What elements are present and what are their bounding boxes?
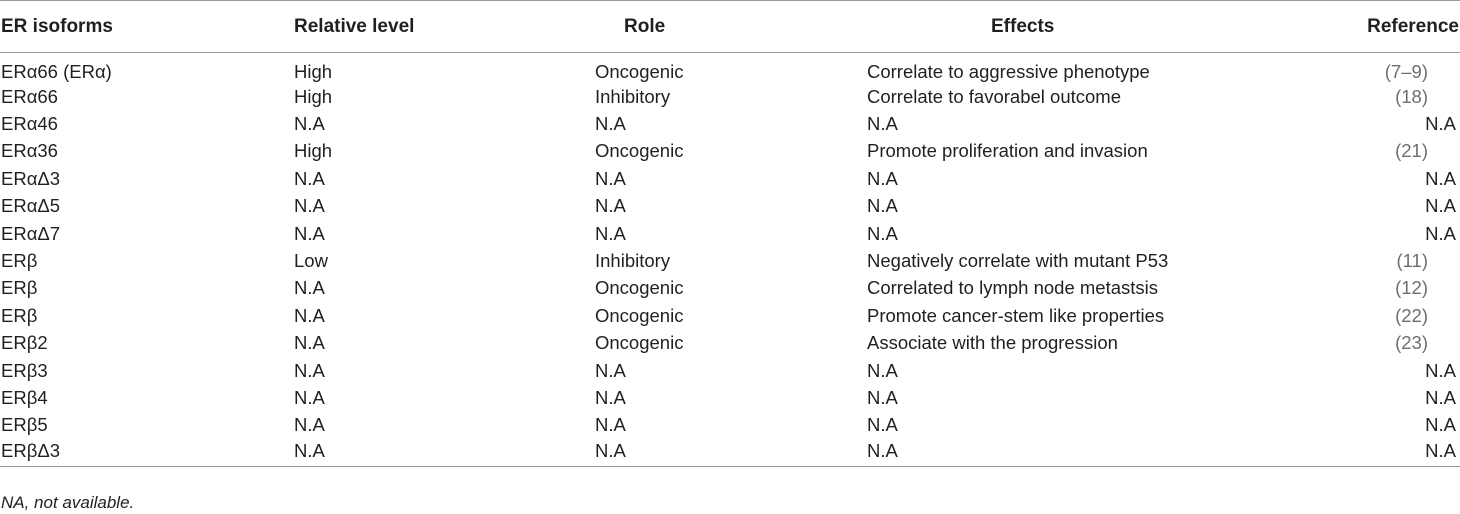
- reference-cell: N.A: [1425, 222, 1456, 244]
- relative-level-cell: N.A: [294, 386, 325, 408]
- role-cell: Oncogenic: [595, 332, 684, 354]
- reference-link[interactable]: (7–9): [1384, 61, 1428, 82]
- table-row: [0, 384, 1460, 411]
- table-row: [0, 357, 1460, 384]
- effects-cell: Promote proliferation and invasion: [867, 140, 1148, 162]
- table-header: [0, 1, 1460, 53]
- table-row: [0, 110, 1460, 137]
- reference-cell: N.A: [1425, 386, 1456, 408]
- effects-cell: N.A: [867, 439, 1260, 466]
- role-cell: N.A: [595, 386, 626, 408]
- relative-level-cell: N.A: [294, 304, 325, 326]
- isoform-cell: ERαΔ5: [1, 195, 61, 217]
- reference-cell: N.A: [1425, 113, 1456, 135]
- relative-level-cell: N.A: [294, 439, 595, 466]
- reference-link[interactable]: (11): [1396, 250, 1428, 272]
- table-row: [0, 53, 1460, 84]
- role-cell: Inhibitory: [595, 85, 671, 107]
- table-footnote: NA, not available.: [1, 493, 135, 512]
- effects-cell: Correlate to aggressive phenotype: [867, 61, 1150, 82]
- reference-link[interactable]: (12): [1395, 277, 1428, 299]
- reference-cell: [1260, 83, 1460, 110]
- role-cell: N.A: [595, 167, 626, 189]
- table-row: [0, 247, 1460, 274]
- role-cell: Oncogenic: [595, 304, 684, 326]
- header-role: Role: [595, 1, 867, 53]
- role-cell: Oncogenic: [595, 61, 684, 82]
- reference-cell: [1260, 138, 1460, 165]
- relative-level-cell: N.A: [294, 359, 325, 381]
- isoform-cell: ERαΔ7: [1, 222, 61, 244]
- table-row: [0, 138, 1460, 165]
- isoform-cell: ERαΔ3: [1, 167, 61, 189]
- effects-cell: Correlated to lymph node metastsis: [867, 277, 1158, 299]
- isoform-cell: ERβ5: [1, 414, 48, 436]
- role-cell: N.A: [595, 195, 626, 217]
- role-cell: N.A: [595, 222, 626, 244]
- reference-cell: [1260, 247, 1460, 274]
- reference-cell: [1260, 275, 1460, 302]
- effects-cell: N.A: [867, 359, 898, 381]
- effects-cell: N.A: [867, 386, 898, 408]
- effects-cell: Promote cancer-stem like properties: [867, 304, 1165, 326]
- reference-cell: [1260, 330, 1460, 357]
- relative-level-cell: Low: [294, 250, 328, 272]
- reference-cell: N.A: [1260, 439, 1460, 466]
- reference-link[interactable]: (23): [1395, 332, 1428, 354]
- relative-level-cell: N.A: [294, 414, 325, 436]
- reference-cell: N.A: [1425, 167, 1456, 189]
- header-relative-level: Relative level: [294, 1, 595, 53]
- relative-level-cell: High: [294, 140, 333, 162]
- table-row: [0, 275, 1460, 302]
- relative-level-cell: N.A: [294, 332, 325, 354]
- role-cell: N.A: [595, 359, 626, 381]
- role-cell: Oncogenic: [595, 140, 684, 162]
- relative-level-cell: N.A: [294, 222, 325, 244]
- isoform-cell: ERα66: [1, 85, 58, 107]
- effects-cell: N.A: [867, 113, 898, 135]
- table-row: [0, 165, 1460, 192]
- relative-level-cell: N.A: [294, 195, 325, 217]
- role-cell: Inhibitory: [595, 250, 671, 272]
- role-cell: N.A: [595, 113, 626, 135]
- table-body: [0, 53, 1460, 467]
- relative-level-cell: N.A: [294, 167, 325, 189]
- relative-level-cell: High: [294, 61, 333, 82]
- header-effects: Effects: [867, 1, 1260, 53]
- table-row: [0, 412, 1460, 439]
- reference-cell: N.A: [1425, 195, 1456, 217]
- isoform-cell: ERβ: [1, 277, 38, 299]
- isoform-cell: ERβ4: [1, 386, 48, 408]
- table-row: [0, 193, 1460, 220]
- isoform-cell: ERα66 (ERα): [1, 61, 112, 82]
- reference-cell: [1260, 302, 1460, 329]
- isoform-cell: ERα46: [1, 113, 58, 135]
- reference-cell: [1260, 53, 1460, 84]
- header-reference: Reference: [1260, 1, 1460, 53]
- isoform-cell: ERβΔ3: [0, 439, 294, 466]
- header-er-isoforms: ER isoforms: [0, 1, 294, 53]
- effects-cell: N.A: [867, 195, 898, 217]
- effects-cell: Negatively correlate with mutant P53: [867, 250, 1169, 272]
- effects-cell: N.A: [867, 167, 898, 189]
- relative-level-cell: N.A: [294, 113, 325, 135]
- effects-cell: Associate with the progression: [867, 332, 1118, 354]
- table-row: [0, 302, 1460, 329]
- reference-link[interactable]: (21): [1395, 140, 1428, 162]
- reference-link[interactable]: (22): [1395, 304, 1428, 326]
- role-cell: Oncogenic: [595, 277, 684, 299]
- isoform-cell: ERβ3: [1, 359, 48, 381]
- reference-link[interactable]: (18): [1395, 85, 1428, 107]
- header-row: [0, 1, 1460, 53]
- table-row: [0, 83, 1460, 110]
- effects-cell: N.A: [867, 414, 898, 436]
- reference-cell: N.A: [1425, 359, 1456, 381]
- reference-cell: N.A: [1425, 414, 1456, 436]
- effects-cell: N.A: [867, 222, 898, 244]
- isoform-cell: ERβ: [1, 304, 38, 326]
- table-row: [0, 330, 1460, 357]
- relative-level-cell: N.A: [294, 277, 325, 299]
- role-cell: N.A: [595, 414, 626, 436]
- effects-cell: Correlate to favorabel outcome: [867, 85, 1121, 107]
- isoform-cell: ERβ2: [1, 332, 48, 354]
- isoform-cell: ERβ: [1, 250, 38, 272]
- table-row: [0, 439, 1460, 466]
- relative-level-cell: High: [294, 85, 333, 107]
- role-cell: N.A: [595, 439, 867, 466]
- table-row: [0, 220, 1460, 247]
- isoform-cell: ERα36: [1, 140, 58, 162]
